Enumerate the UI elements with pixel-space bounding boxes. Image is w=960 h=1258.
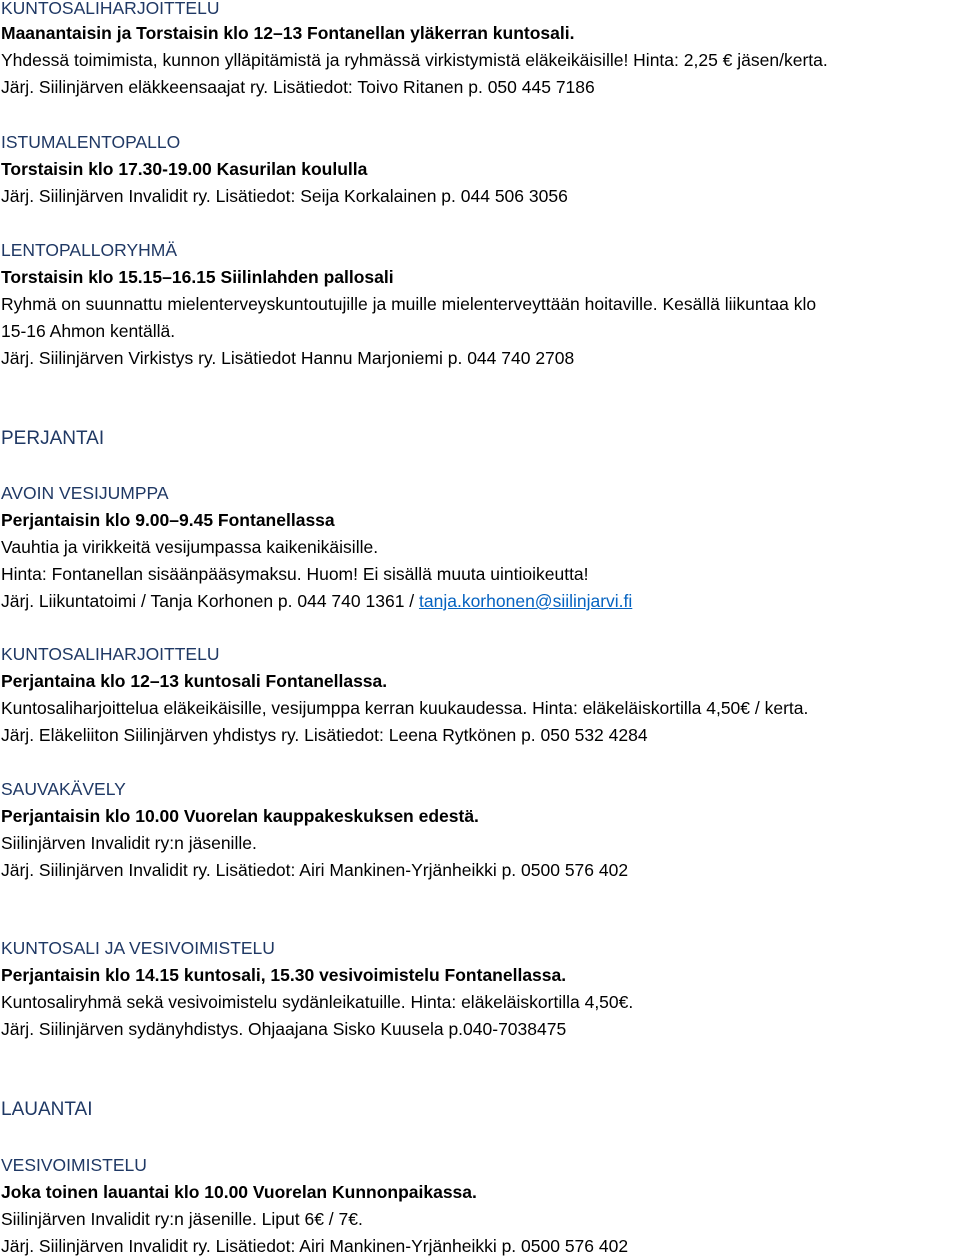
section-time-place: Perjantaisin klo 9.00–9.45 Fontanellassa — [1, 510, 335, 530]
email-link[interactable]: tanja.korhonen@siilinjarvi.fi — [419, 591, 633, 611]
section-line: Järj. Siilinjärven Invalidit ry. Lisätiedot: Seija Korkalainen p. 044 506 3056 — [1, 186, 568, 206]
section-heading: KUNTOSALIHARJOITTELU — [1, 644, 220, 664]
day-heading-saturday: LAUANTAI — [1, 1099, 93, 1120]
section-heading: VESIVOIMISTELU — [1, 1155, 147, 1175]
section-line: 15-16 Ahmon kentällä. — [1, 321, 176, 341]
section-line: Vauhtia ja virikkeitä vesijumpassa kaikenikäisille. — [1, 537, 379, 557]
section-heading: ISTUMALENTOPALLO — [1, 132, 181, 152]
section-line: Järj. Siilinjärven Invalidit ry. Lisätiedot: Airi Mankinen-Yrjänheikki p. 0500 576 402 — [1, 1236, 629, 1256]
section-time-place: Joka toinen lauantai klo 10.00 Vuorelan Kunnonpaikassa. — [1, 1182, 477, 1202]
section-line: Järj. Siilinjärven sydänyhdistys. Ohjaajana Sisko Kuusela p.040-7038475 — [1, 1019, 567, 1039]
section-heading: AVOIN VESIJUMPPA — [1, 483, 169, 503]
section-line: Järj. Eläkeliiton Siilinjärven yhdistys ry. Lisätiedot: Leena Rytkönen p. 050 532 4284 — [1, 725, 648, 745]
section-line: Järj. Siilinjärven eläkkeensaajat ry. Lisätiedot: Toivo Ritanen p. 050 445 7186 — [1, 77, 595, 97]
section-line: Ryhmä on suunnattu mielenterveyskuntoutujille ja muille mielenterveyttään hoitaville. Kesällä liikuntaa klo — [1, 294, 817, 314]
section-line: Järj. Siilinjärven Invalidit ry. Lisätiedot: Airi Mankinen-Yrjänheikki p. 0500 576 402 — [1, 860, 629, 880]
section-time-place: Torstaisin klo 17.30-19.00 Kasurilan koululla — [1, 159, 368, 179]
section-line: Kuntosaliryhmä sekä vesivoimistelu sydänleikatuille. Hinta: eläkeläiskortilla 4,50€. — [1, 992, 634, 1012]
section-line: Yhdessä toimimista, kunnon ylläpitämistä ja ryhmässä virkistymistä eläkeikäisille! Hinta: 2,25 € jäsen/kerta. — [1, 50, 828, 70]
contact-prefix: Järj. Liikuntatoimi / Tanja Korhonen p. 044 740 1361 / — [1, 591, 420, 611]
day-heading-friday: PERJANTAI — [1, 428, 105, 449]
section-line: Järj. Siilinjärven Virkistys ry. Lisätiedot Hannu Marjoniemi p. 044 740 2708 — [1, 348, 575, 368]
section-time-place: Torstaisin klo 15.15–16.15 Siilinlahden pallosali — [1, 267, 394, 287]
section-heading: KUNTOSALIHARJOITTELU — [1, 0, 220, 18]
section-line: Siilinjärven Invalidit ry:n jäsenille. — [1, 833, 257, 853]
section-time-place: Maanantaisin ja Torstaisin klo 12–13 Fontanellan yläkerran kuntosali. — [1, 23, 575, 43]
section-time-place: Perjantaisin klo 10.00 Vuorelan kauppakeskuksen edestä. — [1, 806, 479, 826]
section-heading: SAUVAKÄVELY — [1, 779, 126, 799]
section-time-place: Perjantaisin klo 14.15 kuntosali, 15.30 vesivoimistelu Fontanellassa. — [1, 965, 567, 985]
section-line: Hinta: Fontanellan sisäänpääsymaksu. Huom! Ei sisällä muuta uintioikeutta! — [1, 564, 589, 584]
section-time-place: Perjantaina klo 12–13 kuntosali Fontanellassa. — [1, 671, 388, 691]
section-heading: KUNTOSALI JA VESIVOIMISTELU — [1, 938, 275, 958]
section-line: Kuntosaliharjoittelua eläkeikäisille, vesijumppa kerran kuukaudessa. Hinta: eläkeläiskortilla 4,50€ / kerta. — [1, 698, 809, 718]
contact-line — [1, 590, 632, 612]
section-heading: LENTOPALLORYHMÄ — [1, 240, 178, 260]
section-line: Siilinjärven Invalidit ry:n jäsenille. Liput 6€ / 7€. — [1, 1209, 363, 1229]
